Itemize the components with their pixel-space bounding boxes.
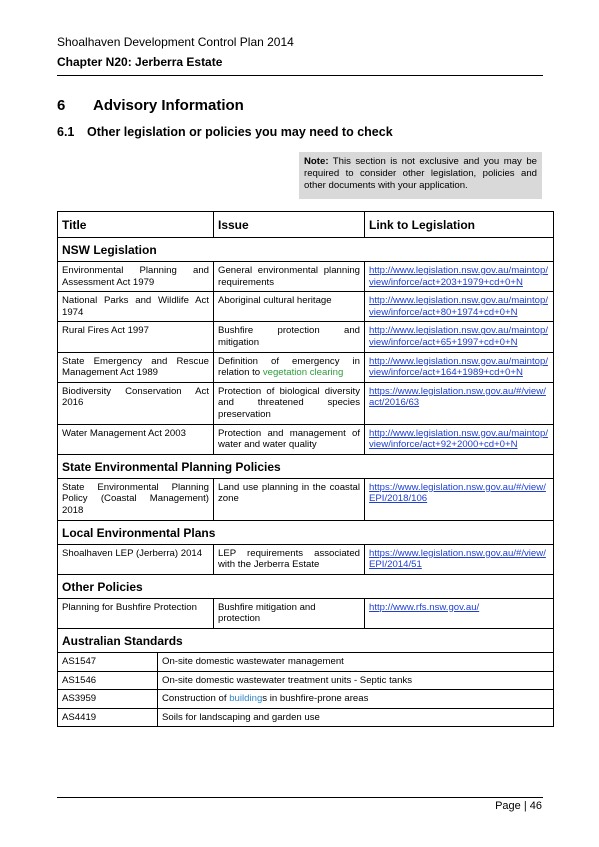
table-row bbox=[58, 544, 554, 574]
group-heading: Australian Standards bbox=[58, 628, 554, 652]
standard-description: Soils for landscaping and garden use bbox=[158, 708, 554, 727]
row-issue-text: Definition of emergency in relation to bbox=[218, 355, 360, 379]
legislation-link[interactable]: http://www.legislation.nsw.gov.au/maintop/view/inforce/act+203+1979+cd+0+N bbox=[369, 265, 549, 288]
table-row bbox=[58, 382, 554, 424]
subsection-number: 6.1 bbox=[57, 125, 75, 139]
column-header-link: Link to Legislation bbox=[365, 212, 554, 238]
table-row bbox=[58, 598, 554, 628]
standard-row bbox=[58, 653, 554, 672]
standard-row bbox=[58, 708, 554, 727]
standard-desc-text: Construction of bbox=[162, 693, 230, 705]
legislation-table bbox=[57, 211, 554, 653]
standard-row bbox=[58, 690, 554, 709]
table-row bbox=[58, 262, 554, 292]
page-number: Page | 46 bbox=[495, 800, 542, 812]
legislation-link[interactable]: http://www.legislation.nsw.gov.au/maintop/view/inforce/act+164+1989+cd+0+N bbox=[369, 355, 549, 379]
standard-row bbox=[58, 671, 554, 690]
group-heading-row bbox=[58, 628, 554, 652]
subsection-heading bbox=[57, 125, 393, 139]
document-header-title: Shoalhaven Development Control Plan 2014 bbox=[57, 35, 294, 49]
group-heading-row bbox=[58, 574, 554, 598]
column-header-issue: Issue bbox=[214, 212, 365, 238]
standard-description: On-site domestic wastewater treatment units - Septic tanks bbox=[158, 671, 554, 690]
row-link-cell bbox=[365, 292, 554, 322]
table-row bbox=[58, 322, 554, 352]
standard-description bbox=[158, 690, 554, 709]
group-heading: State Environmental Planning Policies bbox=[58, 454, 554, 478]
standard-code: AS4419 bbox=[58, 708, 158, 727]
legislation-link[interactable]: https://www.legislation.nsw.gov.au/#/view/EPI/2018/106 bbox=[369, 481, 546, 505]
row-issue: Protection and management of water and water quality bbox=[214, 424, 365, 454]
column-header-title: Title bbox=[58, 212, 214, 238]
standard-desc-text: s in bushfire-prone areas bbox=[262, 693, 369, 705]
legislation-link[interactable]: http://www.legislation.nsw.gov.au/maintop/view/inforce/act+80+1974+cd+0+N bbox=[369, 295, 549, 318]
table-header-row bbox=[58, 212, 554, 238]
header-divider bbox=[57, 75, 543, 76]
row-title: National Parks and Wildlife Act 1974 bbox=[58, 292, 214, 322]
standards-table bbox=[57, 652, 554, 727]
row-issue: Bushfire protection and mitigation bbox=[214, 322, 365, 352]
row-link-cell bbox=[365, 478, 554, 520]
table-row bbox=[58, 424, 554, 454]
table-row bbox=[58, 292, 554, 322]
note-text: This section is not exclusive and you may be required to consider other legislation, policies and other documents with your application. bbox=[304, 156, 537, 192]
section-number: 6 bbox=[57, 97, 66, 114]
note-box bbox=[299, 152, 542, 199]
group-heading-row bbox=[58, 520, 554, 544]
group-heading-row bbox=[58, 454, 554, 478]
row-link-cell bbox=[365, 352, 554, 382]
glossary-term-highlight[interactable]: vegetation clearing bbox=[262, 367, 344, 379]
section-title: Advisory Information bbox=[93, 97, 244, 114]
subsection-title: Other legislation or policies you may need to check bbox=[87, 125, 393, 139]
group-heading-row bbox=[58, 238, 554, 262]
footer-divider bbox=[57, 797, 543, 798]
row-issue: Protection of biological diversity and threatened species preservation bbox=[214, 382, 365, 424]
glossary-term-highlight[interactable]: building bbox=[229, 693, 263, 705]
standard-code: AS1546 bbox=[58, 671, 158, 690]
legislation-link[interactable]: http://www.rfs.nsw.gov.au/ bbox=[369, 601, 480, 613]
row-issue bbox=[214, 352, 365, 382]
legislation-link[interactable]: https://www.legislation.nsw.gov.au/#/view/EPI/2014/51 bbox=[369, 547, 546, 571]
standard-description: On-site domestic wastewater management bbox=[158, 653, 554, 672]
row-title: Planning for Bushfire Protection bbox=[58, 598, 214, 628]
row-title: Environmental Planning and Assessment Act 1979 bbox=[58, 262, 214, 292]
row-title: State Environmental Planning Policy (Coastal Management) 2018 bbox=[58, 478, 214, 520]
legislation-link[interactable]: http://www.legislation.nsw.gov.au/maintop/view/inforce/act+92+2000+cd+0+N bbox=[369, 427, 549, 451]
row-title: Water Management Act 2003 bbox=[58, 424, 214, 454]
row-issue: General environmental planning requirements bbox=[214, 262, 365, 292]
group-heading: NSW Legislation bbox=[58, 238, 554, 262]
row-title: State Emergency and Rescue Management Act 1989 bbox=[58, 352, 214, 382]
table-row bbox=[58, 478, 554, 520]
row-link-cell bbox=[365, 262, 554, 292]
row-title: Biodiversity Conservation Act 2016 bbox=[58, 382, 214, 424]
row-link-cell bbox=[365, 424, 554, 454]
row-issue: Bushfire mitigation and protection bbox=[214, 598, 365, 628]
row-issue: LEP requirements associated with the Jerberra Estate bbox=[214, 544, 365, 574]
row-title: Shoalhaven LEP (Jerberra) 2014 bbox=[58, 544, 214, 574]
row-link-cell bbox=[365, 598, 554, 628]
document-chapter-title: Chapter N20: Jerberra Estate bbox=[57, 55, 223, 69]
standard-code: AS3959 bbox=[58, 690, 158, 709]
legislation-link[interactable]: http://www.legislation.nsw.gov.au/maintop/view/inforce/act+65+1997+cd+0+N bbox=[369, 325, 549, 348]
note-label: Note: bbox=[304, 156, 329, 167]
section-heading bbox=[57, 97, 244, 114]
row-link-cell bbox=[365, 544, 554, 574]
group-heading: Other Policies bbox=[58, 574, 554, 598]
table-row bbox=[58, 352, 554, 382]
standard-code: AS1547 bbox=[58, 653, 158, 672]
row-issue: Aboriginal cultural heritage bbox=[214, 292, 365, 322]
group-heading: Local Environmental Plans bbox=[58, 520, 554, 544]
row-title: Rural Fires Act 1997 bbox=[58, 322, 214, 352]
row-issue: Land use planning in the coastal zone bbox=[214, 478, 365, 520]
row-link-cell bbox=[365, 322, 554, 352]
legislation-link[interactable]: https://www.legislation.nsw.gov.au/#/view/act/2016/63 bbox=[369, 385, 546, 409]
row-link-cell bbox=[365, 382, 554, 424]
